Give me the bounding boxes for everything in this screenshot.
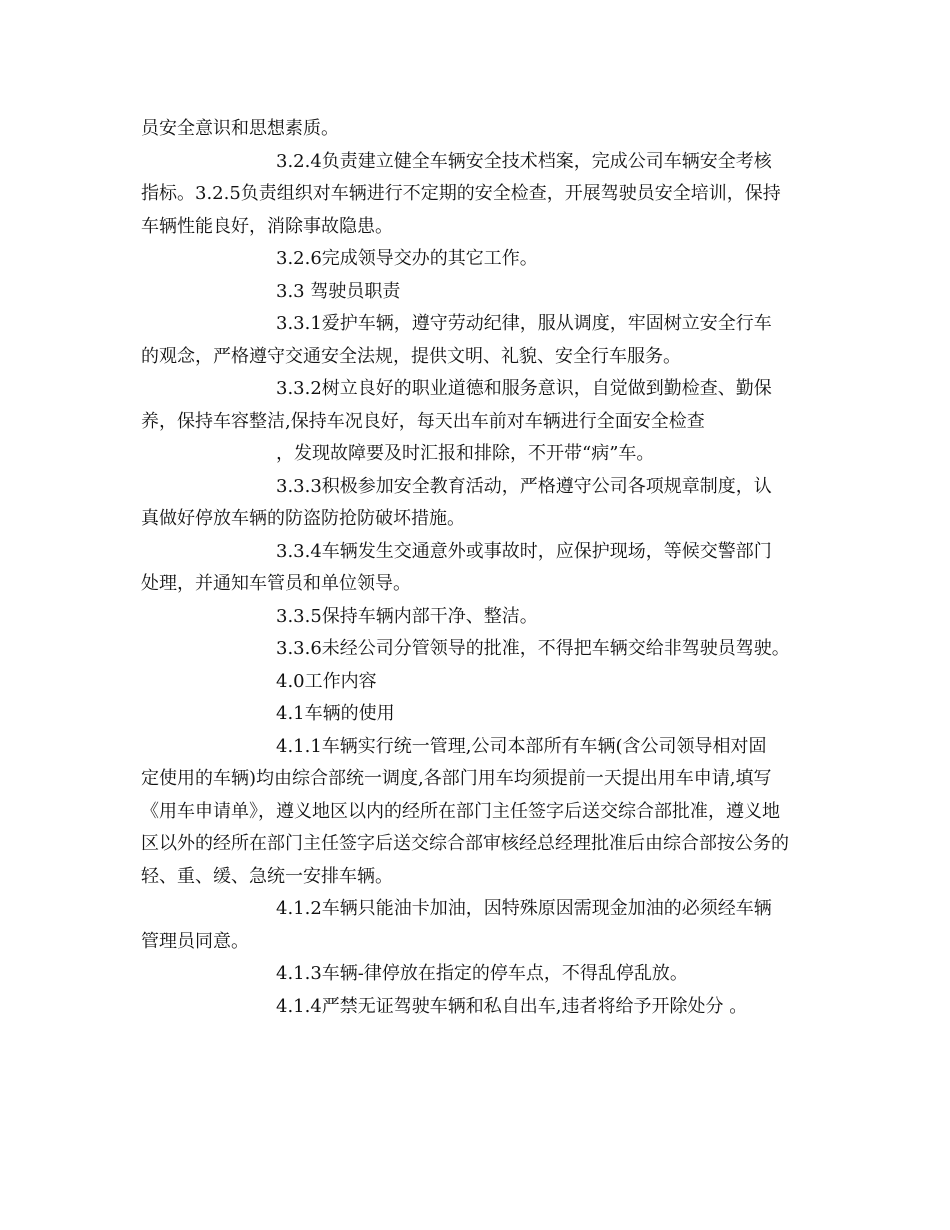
text-line: 3.3 驾驶员职责 bbox=[276, 280, 401, 302]
text-line: 3.3.1爱护车辆，遵守劳动纪律，服从调度，牢固树立安全行车 bbox=[276, 313, 772, 334]
text-line: 定使用的车辆)均由综合部统一调度,各部门用车均须提前一天提出用车申请,填写 bbox=[141, 768, 772, 789]
text-line: 养，保持车容整洁,保持车况良好，每天出车前对车辆进行全面安全检查 bbox=[141, 410, 705, 432]
text-line: 《用车申请单》，遵义地区以内的经所在部门主任签字后送交综合部批准，遵义地 bbox=[141, 800, 780, 822]
text-line: 4.1.4严禁无证驾驶车辆和私自出车,违者将给予开除处分 。 bbox=[276, 995, 748, 1017]
text-line: 真做好停放车辆的防盗防抢防破坏措施。 bbox=[141, 508, 465, 529]
text-line: 4.1.3车辆-律停放在指定的停车点，不得乱停乱放。 bbox=[276, 963, 688, 984]
text-line: 3.3.4车辆发生交通意外或事故时，应保护现场，等候交警部门 bbox=[276, 540, 772, 562]
document-body bbox=[141, 113, 813, 1023]
text-line: 指标。3.2.5负责组织对车辆进行不定期的安全检查，开展驾驶员安全培训，保持 bbox=[141, 183, 781, 204]
text-line: 3.3.3积极参加安全教育活动，严格遵守公司各项规章制度，认 bbox=[276, 475, 772, 497]
text-line: 的观念，严格遵守交通安全法规，提供文明、礼貌、安全行车服务。 bbox=[141, 345, 681, 367]
text-line: 3.3.5保持车辆内部干净、整洁。 bbox=[276, 605, 538, 627]
text-line: 3.2.6完成领导交办的其它工作。 bbox=[276, 248, 538, 269]
text-line: 4.1.1车辆实行统一管理,公司本部所有车辆(含公司领导相对固 bbox=[276, 735, 767, 757]
text-line: 员安全意识和思想素质。 bbox=[141, 118, 339, 139]
text-line: 4.1.2车辆只能油卡加油，因特殊原因需现金加油的必须经车辆 bbox=[276, 898, 772, 919]
text-line: 轻、重、缓、急统一安排车辆。 bbox=[141, 865, 393, 887]
text-line: 管理员同意。 bbox=[141, 930, 249, 952]
text-line: 区以外的经所在部门主任签字后送交综合部审核经总经理批准后由综合部按公务的 bbox=[141, 833, 789, 854]
text-line: 车辆性能良好，消除事故隐患。 bbox=[141, 215, 393, 237]
text-line: 3.3.6未经公司分管领导的批准，不得把车辆交给非驾驶员驾驶。 bbox=[276, 638, 790, 659]
text-line: 3.3.2树立良好的职业道德和服务意识，自觉做到勤检查、勤保 bbox=[276, 378, 772, 399]
text-line: 处理，并通知车管员和单位领导。 bbox=[141, 573, 411, 594]
text-line: 3.2.4负责建立健全车辆安全技术档案，完成公司车辆安全考核 bbox=[276, 150, 772, 172]
text-line: 4.0工作内容 bbox=[276, 670, 377, 692]
text-line: ，发现故障要及时汇报和排除，不开带“病”车。 bbox=[276, 443, 655, 464]
text-line: 4.1车辆的使用 bbox=[276, 703, 395, 724]
